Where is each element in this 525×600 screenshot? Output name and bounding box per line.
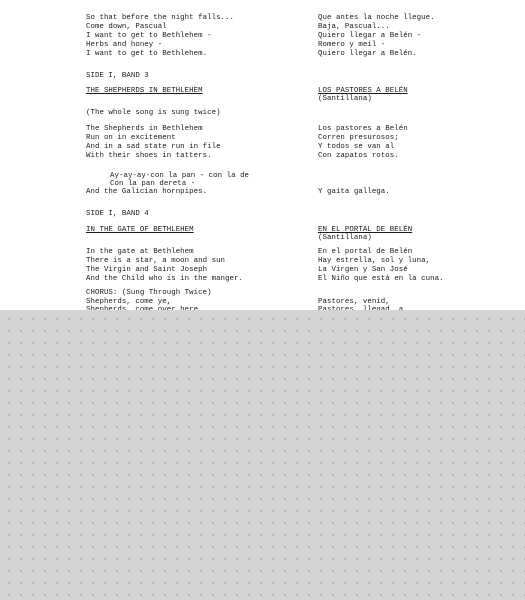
verse-es-line: Con zapatos rotos.	[318, 152, 399, 160]
chorus-en-line: CHORUS: (Sung Through Twice)	[86, 289, 212, 297]
verse-es-line: En el portal de Belén	[318, 248, 413, 256]
refrain-en-line: Ay-ay-ay-con la pan - con la de	[110, 172, 250, 180]
intro-en-line: Come down, Pascual	[86, 23, 167, 31]
verse-es-line: Hay estrella, sol y luna,	[318, 257, 431, 265]
refrain-en-line: Con la pan dereta -	[110, 180, 196, 188]
intro-es-line: Baja, Pascual...	[318, 23, 390, 31]
verse-en-line: With their shoes in tatters.	[86, 152, 212, 160]
source-label: (Santillana)	[318, 95, 372, 103]
verse-en-line: The Virgin and Saint Joseph	[86, 266, 208, 274]
verse-es-line: La Virgen y San José	[318, 266, 408, 274]
unloaded-area	[0, 310, 525, 600]
intro-es-line: Romero y meil -	[318, 41, 386, 49]
verse-en-line: Run on in excitement	[86, 134, 176, 142]
intro-es-line: Que antes la noche llegue.	[318, 14, 435, 22]
performance-note: (The whole song is sung twice)	[86, 109, 221, 117]
intro-en-line: I want to get to Bethlehem -	[86, 32, 212, 40]
intro-es-line: Quiero llegar a Belén.	[318, 50, 417, 58]
song-title-en: IN THE GATE OF BETHLEHEM	[86, 226, 194, 234]
intro-es-line: Quiero llegar a Belén -	[318, 32, 422, 40]
verse-en-line: There is a star, a moon and sun	[86, 257, 226, 265]
song-title-es: LOS PASTORES A BELÉN	[318, 87, 408, 95]
band-label: SIDE I, BAND 3	[86, 72, 149, 80]
refrain-es-line: Y gaita gallega.	[318, 188, 390, 196]
band-label: SIDE I, BAND 4	[86, 210, 149, 218]
song-title-es: EN EL PORTAL DE BELÉN	[318, 226, 413, 234]
source-label: (Santillana)	[318, 234, 372, 242]
refrain-en-line: And the Galician hornpipes.	[86, 188, 208, 196]
intro-en-line: Herbs and honey -	[86, 41, 163, 49]
verse-es-line: Los pastores a Belén	[318, 125, 408, 133]
verse-en-line: And the Child who is in the manger.	[86, 275, 243, 283]
verse-en-line: In the gate at Bethlehem	[86, 248, 194, 256]
verse-en-line: The Shepherds in Bethlehem	[86, 125, 203, 133]
intro-en-line: I want to get to Bethlehem.	[86, 50, 208, 58]
verse-es-line: Y todos se van al	[318, 143, 395, 151]
song-title-en: THE SHEPHERDS IN BETHLEHEM	[86, 87, 203, 95]
verse-es-line: Corren presurosos;	[318, 134, 399, 142]
chorus-es-line: Pastores, venid,	[318, 298, 390, 306]
chorus-en-line: Shepherds, come ye,	[86, 298, 172, 306]
intro-en-line: So that before the night falls...	[86, 14, 235, 22]
verse-en-line: And in a sad state run in file	[86, 143, 221, 151]
verse-es-line: El Niño que está en la cuna.	[318, 275, 444, 283]
